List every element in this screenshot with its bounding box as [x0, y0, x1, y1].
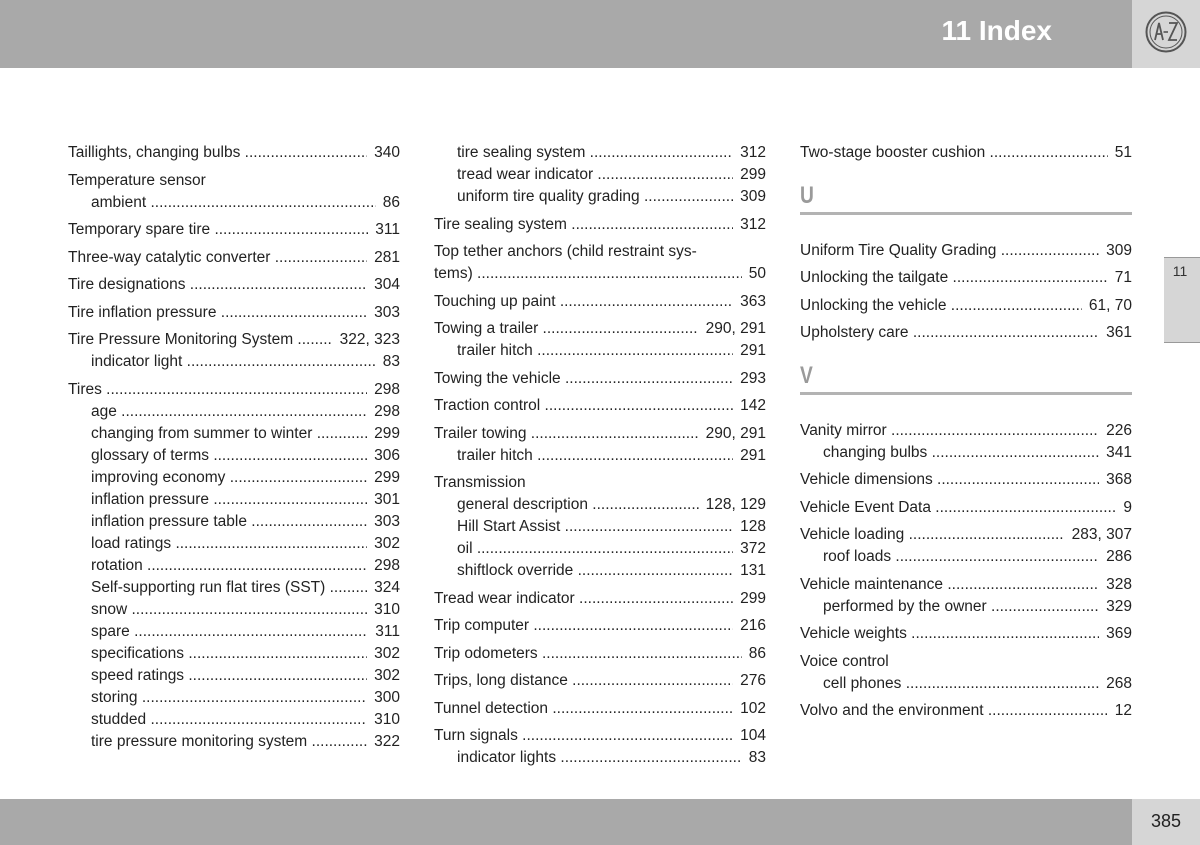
- page-reference[interactable]: 306: [374, 446, 400, 464]
- index-entry-line: [434, 291, 766, 313]
- page-reference[interactable]: 322, 323: [339, 331, 400, 348]
- index-entry-line: [434, 670, 766, 692]
- index-entry-line: [434, 643, 766, 665]
- index-term: Transmission: [434, 474, 526, 491]
- footer-bar: [0, 799, 1132, 845]
- page-reference[interactable]: 286: [1106, 548, 1132, 565]
- index-entry: [434, 670, 766, 692]
- index-entry-line: [434, 698, 766, 720]
- index-entry-line: [800, 651, 1132, 673]
- index-entry-line: [800, 469, 1132, 491]
- index-term: Trip computer .....: [434, 615, 733, 637]
- index-entry-line: [68, 247, 400, 269]
- index-entry: [800, 524, 1132, 568]
- page-reference[interactable]: 61, 70: [1088, 296, 1132, 314]
- index-entry-line: [800, 420, 1132, 442]
- index-entry: [434, 214, 766, 236]
- index-term: Vehicle Event Data .....: [800, 497, 1116, 519]
- index-entry: [800, 469, 1132, 491]
- page-reference[interactable]: 104: [740, 727, 766, 744]
- index-term: Voice control: [800, 652, 889, 670]
- page-reference[interactable]: 290, 291: [705, 424, 766, 442]
- page-reference[interactable]: 299: [374, 468, 400, 486]
- index-entry-line: [800, 700, 1132, 722]
- page-reference[interactable]: 310: [374, 600, 400, 618]
- page-reference[interactable]: 299: [740, 166, 766, 183]
- index-entry: [800, 142, 1132, 164]
- index-term: Traction control .....: [434, 395, 733, 417]
- page-reference[interactable]: 329: [1106, 597, 1132, 615]
- index-entry: [800, 651, 1132, 695]
- index-entry-line: [434, 725, 766, 747]
- header-bar: [0, 0, 1132, 68]
- chapter-tab-label: 11: [1172, 263, 1188, 279]
- index-entry: [68, 329, 400, 373]
- index-term: Uniform Tire Quality Grading .....: [800, 240, 1099, 262]
- index-entry: [68, 142, 400, 164]
- index-term: Unlocking the vehicle .....: [800, 295, 1082, 317]
- index-term: Touching up paint .....: [434, 291, 733, 313]
- index-term: Unlocking the tailgate .....: [800, 267, 1108, 289]
- index-term: inflation pressure table .....: [91, 511, 367, 533]
- index-entry-line: [800, 497, 1132, 519]
- index-entry: [68, 170, 400, 214]
- index-term: indicator light .....: [91, 351, 376, 373]
- index-subentry: [800, 673, 1132, 695]
- page-reference[interactable]: 226: [1106, 421, 1132, 439]
- index-subentry: [68, 621, 400, 643]
- index-term: rotation .....: [91, 555, 367, 577]
- index-term: Tire sealing system .....: [434, 214, 733, 236]
- index-subentry: [68, 511, 400, 533]
- index-subentry: [434, 516, 766, 538]
- index-subentry: [434, 142, 766, 164]
- index-subentry: [68, 192, 400, 214]
- page-reference[interactable]: 86: [382, 193, 400, 211]
- page-reference[interactable]: 328: [1106, 575, 1132, 593]
- index-term: Tread wear indicator .....: [434, 588, 733, 610]
- index-term: Upholstery care .....: [800, 322, 1099, 344]
- page-reference[interactable]: 128, 129: [705, 496, 766, 513]
- index-entry: [434, 368, 766, 390]
- index-entry-line: [434, 368, 766, 390]
- index-subentry: [800, 596, 1132, 618]
- index-entry: [434, 698, 766, 720]
- page-reference[interactable]: 311: [375, 221, 400, 238]
- letter-divider: [800, 212, 1132, 215]
- index-term: Towing a trailer .....: [434, 318, 699, 340]
- index-entry-line: [434, 241, 766, 263]
- index-term: Tire Pressure Monitoring System .....: [68, 329, 333, 351]
- index-subentry: [68, 555, 400, 577]
- index-subentry: [434, 445, 766, 467]
- index-entry: [68, 302, 400, 324]
- index-term: Towing the vehicle .....: [434, 368, 733, 390]
- index-term: Taillights, changing bulbs .....: [68, 142, 367, 164]
- index-term: Hill Start Assist .....: [457, 516, 733, 538]
- index-term: uniform tire quality grading .....: [457, 186, 733, 208]
- index-term: changing from summer to winter .....: [91, 423, 367, 445]
- index-term: Trip odometers .....: [434, 643, 742, 665]
- page-reference[interactable]: 12: [1114, 702, 1132, 719]
- index-column-1: [68, 142, 400, 753]
- index-column-3: [800, 142, 1132, 722]
- index-entry: [68, 379, 400, 753]
- index-entry: [800, 295, 1132, 317]
- page-reference[interactable]: 293: [740, 369, 766, 387]
- page-reference[interactable]: 298: [374, 556, 400, 574]
- index-entry-line: [800, 240, 1132, 262]
- index-term: Vanity mirror .....: [800, 420, 1099, 442]
- index-term: ambient .....: [91, 192, 376, 214]
- index-subentry: [434, 494, 766, 516]
- page-reference[interactable]: 341: [1106, 443, 1132, 461]
- index-term: tire pressure monitoring system .....: [91, 731, 367, 753]
- index-term: performed by the owner .....: [823, 596, 1099, 618]
- index-term: speed ratings .....: [91, 665, 367, 687]
- index-subentry: [434, 340, 766, 362]
- index-term: storing .....: [91, 687, 367, 709]
- page-reference[interactable]: 303: [374, 512, 400, 530]
- index-term: Trips, long distance .....: [434, 670, 733, 692]
- index-term: spare .....: [91, 621, 368, 643]
- index-term: Tunnel detection .....: [434, 698, 733, 720]
- index-term: Vehicle loading .....: [800, 524, 1065, 546]
- page-reference[interactable]: 291: [740, 342, 766, 359]
- page-reference[interactable]: 283, 307: [1071, 526, 1132, 543]
- index-term: Trailer towing .....: [434, 423, 699, 445]
- index-entry: [800, 240, 1132, 262]
- index-entry-line: [800, 295, 1132, 317]
- index-subentry: [800, 442, 1132, 464]
- page-reference[interactable]: 368: [1106, 471, 1132, 488]
- index-entry: [434, 643, 766, 665]
- index-entry-line: [68, 142, 400, 164]
- page-reference[interactable]: 324: [374, 578, 400, 596]
- index-term: inflation pressure .....: [91, 489, 367, 511]
- index-subentry: [434, 186, 766, 208]
- page-reference[interactable]: 9: [1123, 498, 1132, 516]
- letter-heading-text: U: [800, 182, 814, 209]
- index-term: changing bulbs .....: [823, 442, 1099, 464]
- index-entry-line: [800, 574, 1132, 596]
- index-term: Volvo and the environment .....: [800, 700, 1108, 722]
- index-term: tire sealing system .....: [457, 142, 733, 164]
- index-entry-line: [68, 219, 400, 241]
- index-subentry: [68, 731, 400, 753]
- index-subentry: [68, 445, 400, 467]
- index-subentry: [68, 599, 400, 621]
- page-reference[interactable]: 302: [374, 666, 400, 684]
- index-term: Vehicle weights .....: [800, 623, 1099, 645]
- index-term: general description .....: [457, 494, 699, 516]
- index-entry-continuation: [434, 263, 766, 285]
- index-term: Self-supporting run flat tires (SST) .....: [91, 577, 367, 599]
- chapter-tab[interactable]: [1164, 257, 1200, 343]
- page-reference[interactable]: 268: [1106, 674, 1132, 692]
- page-title: 11 Index: [941, 15, 1052, 46]
- index-entry-line: [800, 267, 1132, 289]
- page-reference[interactable]: 131: [740, 562, 766, 579]
- page-reference[interactable]: 361: [1106, 324, 1132, 341]
- page-reference[interactable]: 299: [740, 589, 766, 607]
- a-z-index-icon: [1144, 10, 1188, 54]
- page-reference[interactable]: 299: [374, 424, 400, 442]
- page-reference[interactable]: 298: [374, 380, 400, 398]
- index-entry: [434, 318, 766, 362]
- index-subentry: [68, 643, 400, 665]
- page-reference[interactable]: 303: [374, 303, 400, 321]
- index-entry: [434, 291, 766, 313]
- page-reference[interactable]: 310: [374, 710, 400, 728]
- page-reference[interactable]: 372: [740, 540, 766, 557]
- index-term: cell phones .....: [823, 673, 1099, 695]
- page-reference[interactable]: 340: [374, 144, 400, 161]
- index-entry-line: [434, 214, 766, 236]
- index-subentry: [68, 401, 400, 423]
- index-entry: [800, 322, 1132, 344]
- index-entry: [800, 267, 1132, 289]
- index-entry-line: [800, 623, 1132, 645]
- index-term: Top tether anchors (child restraint sys-: [434, 243, 697, 260]
- index-entry: [800, 497, 1132, 519]
- index-subentry: [434, 747, 766, 769]
- index-term: specifications .....: [91, 643, 367, 665]
- page-reference[interactable]: 312: [740, 215, 766, 233]
- index-term: improving economy .....: [91, 467, 367, 489]
- index-subentry: [68, 351, 400, 373]
- page-reference[interactable]: 309: [740, 188, 766, 205]
- page-reference[interactable]: 301: [374, 490, 400, 508]
- index-entry-line: [434, 395, 766, 417]
- index-entry-line: [68, 302, 400, 324]
- index-entry-line: [434, 318, 766, 340]
- index-term: trailer hitch .....: [457, 340, 733, 362]
- index-entry-line: [434, 423, 766, 445]
- index-term: studded .....: [91, 709, 367, 731]
- index-term: Vehicle dimensions .....: [800, 469, 1099, 491]
- index-entry-line: [68, 379, 400, 401]
- index-entry-line: [434, 588, 766, 610]
- page-reference[interactable]: 281: [374, 248, 400, 266]
- page-reference[interactable]: 83: [748, 749, 766, 766]
- letter-heading: [800, 182, 1132, 234]
- page-reference[interactable]: 312: [740, 144, 766, 161]
- index-term: tems) .....: [434, 263, 742, 285]
- page-reference[interactable]: 302: [374, 534, 400, 552]
- index-entry-line: [800, 322, 1132, 344]
- index-entry-line: [434, 472, 766, 494]
- index-subentry: [68, 489, 400, 511]
- index-entry: [68, 247, 400, 269]
- index-term: trailer hitch .....: [457, 445, 733, 467]
- page-reference[interactable]: 363: [740, 292, 766, 310]
- index-term: Temporary spare tire .....: [68, 219, 368, 241]
- index-term: age .....: [91, 401, 367, 423]
- index-term: load ratings .....: [91, 533, 367, 555]
- index-term: Three-way catalytic converter .....: [68, 247, 367, 269]
- index-entry: [434, 472, 766, 582]
- index-entry: [434, 725, 766, 769]
- page-reference[interactable]: 71: [1114, 269, 1132, 286]
- index-entry: [434, 395, 766, 417]
- index-entry-line: [434, 615, 766, 637]
- page-number-box: [1132, 799, 1200, 845]
- index-subentry: [434, 538, 766, 560]
- index-entry-line: [68, 329, 400, 351]
- index-subentry: [434, 164, 766, 186]
- page-number: 385: [1150, 811, 1181, 831]
- index-subentry: [68, 533, 400, 555]
- page-reference[interactable]: 311: [375, 622, 400, 640]
- index-entry-line: [68, 170, 400, 192]
- index-subentry: [68, 665, 400, 687]
- page-reference[interactable]: 302: [374, 644, 400, 662]
- index-subentry: [68, 687, 400, 709]
- page-reference[interactable]: 51: [1114, 144, 1132, 161]
- index-entry: [434, 423, 766, 467]
- index-term: Tire inflation pressure .....: [68, 302, 367, 324]
- page-reference[interactable]: 142: [740, 397, 766, 414]
- index-entry: [68, 219, 400, 241]
- page-reference[interactable]: 304: [374, 276, 400, 293]
- page-reference[interactable]: 369: [1106, 625, 1132, 642]
- index-subentry: [800, 546, 1132, 568]
- index-entry-line: [800, 142, 1132, 164]
- index-subentry: [68, 467, 400, 489]
- page-reference[interactable]: 322: [374, 732, 400, 750]
- index-entry: [800, 420, 1132, 464]
- index-subentry: [68, 423, 400, 445]
- index-entry: [434, 241, 766, 285]
- index-entry: [800, 574, 1132, 618]
- index-term: Tires .....: [68, 379, 367, 401]
- index-term: snow .....: [91, 599, 367, 621]
- letter-heading-text: V: [800, 362, 813, 389]
- page-reference[interactable]: 86: [748, 644, 766, 662]
- index-term: glossary of terms .....: [91, 445, 367, 467]
- page-reference[interactable]: 50: [748, 265, 766, 282]
- index-subentry: [68, 577, 400, 599]
- index-entry: [434, 142, 766, 208]
- index-entry: [68, 274, 400, 296]
- index-term: Tire designations .....: [68, 274, 367, 296]
- index-entry: [434, 588, 766, 610]
- page-reference[interactable]: 102: [740, 699, 766, 717]
- index-term: shiftlock override .....: [457, 560, 733, 582]
- page-reference[interactable]: 83: [382, 353, 400, 370]
- index-entry: [800, 623, 1132, 645]
- page-reference[interactable]: 298: [374, 402, 400, 420]
- index-entry: [434, 615, 766, 637]
- index-term: Two-stage booster cushion .....: [800, 142, 1108, 164]
- letter-divider: [800, 392, 1132, 395]
- index-icon-box: [1132, 0, 1200, 68]
- index-term: Turn signals .....: [434, 725, 733, 747]
- index-term: indicator lights .....: [457, 747, 742, 769]
- index-term: oil .....: [457, 538, 733, 560]
- page-reference[interactable]: 128: [740, 518, 766, 535]
- page-reference[interactable]: 290, 291: [705, 320, 766, 337]
- index-entry-line: [800, 524, 1132, 546]
- index-entry-line: [68, 274, 400, 296]
- page-reference[interactable]: 276: [740, 672, 766, 689]
- page-reference[interactable]: 216: [740, 617, 766, 634]
- index-subentry: [68, 709, 400, 731]
- page-reference[interactable]: 300: [374, 688, 400, 706]
- index-term: Vehicle maintenance .....: [800, 574, 1099, 596]
- index-entry: [800, 700, 1132, 722]
- index-subentry: [434, 560, 766, 582]
- page-reference[interactable]: 309: [1106, 241, 1132, 259]
- page-reference[interactable]: 291: [740, 446, 766, 464]
- index-term: Temperature sensor: [68, 171, 206, 189]
- index-term: roof loads .....: [823, 546, 1099, 568]
- index-column-2: [434, 142, 766, 769]
- index-term: tread wear indicator .....: [457, 164, 733, 186]
- letter-heading: [800, 362, 1132, 414]
